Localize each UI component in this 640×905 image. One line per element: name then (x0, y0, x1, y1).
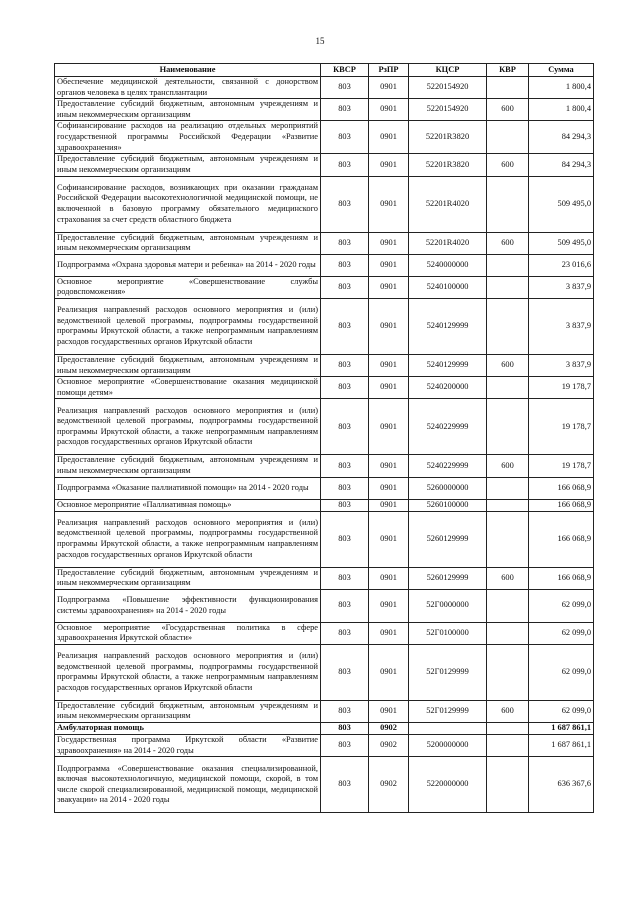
row-sum: 1 800,4 (529, 99, 594, 121)
row-rzpr: 0901 (369, 77, 409, 99)
row-sum: 3 837,9 (529, 298, 594, 354)
row-sum: 1 687 861,1 (529, 723, 594, 735)
row-sum: 3 837,9 (529, 354, 594, 376)
row-kcsr: 5240229999 (409, 399, 487, 455)
row-sum: 62 099,0 (529, 700, 594, 722)
row-name: Подпрограмма «Оказание паллиативной помощи» на 2014 - 2020 годы (55, 477, 321, 499)
row-name: Реализация направлений расходов основного мероприятия и (или) ведомственной целевой программы, подпрограммы государственной программы Иркутской области, а также непрограммным направлениям расходов государственных органов Иркутской области (55, 511, 321, 567)
table-row (55, 589, 594, 622)
row-rzpr: 0902 (369, 723, 409, 735)
row-rzpr: 0901 (369, 298, 409, 354)
row-sum: 1 800,4 (529, 77, 594, 99)
row-rzpr: 0901 (369, 511, 409, 567)
row-kvr (487, 723, 529, 735)
table-row (55, 499, 594, 511)
row-rzpr: 0901 (369, 455, 409, 477)
table-row (55, 622, 594, 644)
row-kvsr: 803 (321, 567, 369, 589)
row-name: Софинансирование расходов на реализацию отдельных мероприятий государственной программы Российской Федерации «Развитие здравоохранения» (55, 121, 321, 154)
row-sum: 1 687 861,1 (529, 735, 594, 757)
row-kcsr: 52201R3820 (409, 121, 487, 154)
row-name: Софинансирование расходов, возникающих при оказании гражданам Российской Федерации высокотехнологичной медицинской помощи, не включенной в базовую программу обязательного медицинского страхования за счет средств областного бюджета (55, 176, 321, 232)
row-kvsr: 803 (321, 254, 369, 276)
row-kvsr: 803 (321, 735, 369, 757)
row-kvsr: 803 (321, 399, 369, 455)
row-kcsr: 52201R3820 (409, 154, 487, 176)
table-row (55, 154, 594, 176)
row-kcsr: 5220154920 (409, 99, 487, 121)
row-kcsr: 5260100000 (409, 499, 487, 511)
row-rzpr: 0901 (369, 121, 409, 154)
row-name: Обеспечение медицинской деятельности, связанной с донорством органов человека в целях трансплантации (55, 77, 321, 99)
row-kcsr: 5220000000 (409, 757, 487, 813)
table-row (55, 644, 594, 700)
row-sum: 166 068,9 (529, 511, 594, 567)
row-sum: 23 016,6 (529, 254, 594, 276)
row-sum: 62 099,0 (529, 622, 594, 644)
row-rzpr: 0901 (369, 276, 409, 298)
row-rzpr: 0901 (369, 154, 409, 176)
header-sum: Сумма (529, 64, 594, 77)
row-rzpr: 0901 (369, 644, 409, 700)
budget-table (54, 63, 594, 813)
row-sum: 166 068,9 (529, 567, 594, 589)
header-name: Наименование (55, 64, 321, 77)
row-kvr (487, 399, 529, 455)
row-sum: 19 178,7 (529, 399, 594, 455)
table-row (55, 298, 594, 354)
row-kcsr (409, 723, 487, 735)
row-kvr: 600 (487, 99, 529, 121)
table-row (55, 254, 594, 276)
row-rzpr: 0901 (369, 589, 409, 622)
row-kvsr: 803 (321, 700, 369, 722)
row-kcsr: 5240000000 (409, 254, 487, 276)
table-row (55, 77, 594, 99)
row-kvsr: 803 (321, 477, 369, 499)
row-kvr (487, 254, 529, 276)
row-rzpr: 0901 (369, 99, 409, 121)
row-kvsr: 803 (321, 589, 369, 622)
row-rzpr: 0901 (369, 176, 409, 232)
row-kcsr: 52201R4020 (409, 176, 487, 232)
row-kcsr: 52Г0000000 (409, 589, 487, 622)
row-rzpr: 0901 (369, 254, 409, 276)
row-kvr (487, 589, 529, 622)
row-sum: 509 495,0 (529, 176, 594, 232)
row-name: Предоставление субсидий бюджетным, автономным учреждениям и иным некоммерческим организациям (55, 232, 321, 254)
row-kvr (487, 757, 529, 813)
row-kvsr: 803 (321, 511, 369, 567)
row-kvr: 600 (487, 354, 529, 376)
row-rzpr: 0901 (369, 232, 409, 254)
row-kvr: 600 (487, 232, 529, 254)
row-sum: 62 099,0 (529, 589, 594, 622)
row-kvr (487, 121, 529, 154)
row-kvr (487, 644, 529, 700)
row-name: Подпрограмма «Охрана здоровья матери и ребенка» на 2014 - 2020 годы (55, 254, 321, 276)
row-kvsr: 803 (321, 622, 369, 644)
row-kvsr: 803 (321, 176, 369, 232)
row-kcsr: 52201R4020 (409, 232, 487, 254)
row-kvsr: 803 (321, 723, 369, 735)
row-kvr (487, 622, 529, 644)
row-kvsr: 803 (321, 154, 369, 176)
row-rzpr: 0901 (369, 700, 409, 722)
row-kcsr: 52Г0129999 (409, 644, 487, 700)
row-kcsr: 5240229999 (409, 455, 487, 477)
row-kvr: 600 (487, 154, 529, 176)
row-kvsr: 803 (321, 757, 369, 813)
row-kvr (487, 735, 529, 757)
row-rzpr: 0901 (369, 622, 409, 644)
row-name: Основное мероприятие «Совершенствование оказания медицинской помощи детям» (55, 377, 321, 399)
row-rzpr: 0901 (369, 377, 409, 399)
row-sum: 84 294,3 (529, 121, 594, 154)
table-row (55, 477, 594, 499)
row-kvsr: 803 (321, 455, 369, 477)
row-kcsr: 5260129999 (409, 511, 487, 567)
row-name: Основное мероприятие «Государственная политика в сфере здравоохранения Иркутской области» (55, 622, 321, 644)
table-row (55, 121, 594, 154)
row-kvsr: 803 (321, 298, 369, 354)
row-sum: 19 178,7 (529, 377, 594, 399)
row-kcsr: 5260129999 (409, 567, 487, 589)
header-kcsr: КЦСР (409, 64, 487, 77)
row-name: Предоставление субсидий бюджетным, автономным учреждениям и иным некоммерческим организациям (55, 154, 321, 176)
row-kvsr: 803 (321, 354, 369, 376)
table-row (55, 354, 594, 376)
header-kvsr: КВСР (321, 64, 369, 77)
table-row (55, 399, 594, 455)
row-name: Предоставление субсидий бюджетным, автономным учреждениям и иным некоммерческим организациям (55, 700, 321, 722)
row-kvr (487, 477, 529, 499)
header-kvr: КВР (487, 64, 529, 77)
table-row (55, 276, 594, 298)
row-name: Основное мероприятие «Совершенствование службы родовспоможения» (55, 276, 321, 298)
row-sum: 3 837,9 (529, 276, 594, 298)
header-rzpr: РзПР (369, 64, 409, 77)
row-name: Реализация направлений расходов основного мероприятия и (или) ведомственной целевой программы, подпрограммы государственной программы Иркутской области, а также непрограммным направлениям расходов государственных органов Иркутской области (55, 399, 321, 455)
row-name: Государственная программа Иркутской области «Развитие здравоохранения» на 2014 - 2020 годы (55, 735, 321, 757)
row-kvsr: 803 (321, 232, 369, 254)
row-kcsr: 5200000000 (409, 735, 487, 757)
table-row (55, 455, 594, 477)
row-kvr (487, 499, 529, 511)
row-kvsr: 803 (321, 77, 369, 99)
row-kvr (487, 298, 529, 354)
row-kvr: 600 (487, 455, 529, 477)
row-name: Предоставление субсидий бюджетным, автономным учреждениям и иным некоммерческим организациям (55, 455, 321, 477)
row-sum: 166 068,9 (529, 499, 594, 511)
row-sum: 166 068,9 (529, 477, 594, 499)
table-row (55, 99, 594, 121)
row-sum: 84 294,3 (529, 154, 594, 176)
row-rzpr: 0902 (369, 757, 409, 813)
row-kvr: 600 (487, 700, 529, 722)
row-kvr (487, 77, 529, 99)
row-name: Амбулаторная помощь (55, 723, 321, 735)
row-kvsr: 803 (321, 99, 369, 121)
row-kcsr: 5240200000 (409, 377, 487, 399)
row-sum: 19 178,7 (529, 455, 594, 477)
row-kcsr: 52Г0129999 (409, 700, 487, 722)
row-name: Предоставление субсидий бюджетным, автономным учреждениям и иным некоммерческим организациям (55, 99, 321, 121)
table-row (55, 723, 594, 735)
table-row (55, 735, 594, 757)
row-rzpr: 0901 (369, 477, 409, 499)
page-number: 15 (315, 36, 325, 46)
row-sum: 62 099,0 (529, 644, 594, 700)
table-row (55, 511, 594, 567)
row-kvsr: 803 (321, 644, 369, 700)
row-kvr (487, 511, 529, 567)
row-name: Основное мероприятие «Паллиативная помощь» (55, 499, 321, 511)
row-rzpr: 0901 (369, 567, 409, 589)
row-kvsr: 803 (321, 499, 369, 511)
row-kcsr: 5220154920 (409, 77, 487, 99)
row-kcsr: 5240100000 (409, 276, 487, 298)
table-row (55, 377, 594, 399)
row-name: Реализация направлений расходов основного мероприятия и (или) ведомственной целевой программы, подпрограммы государственной программы Иркутской области, а также непрограммным направлениям расходов государственных органов Иркутской области (55, 644, 321, 700)
table-row (55, 567, 594, 589)
row-rzpr: 0901 (369, 399, 409, 455)
table-row (55, 757, 594, 813)
row-kvsr: 803 (321, 377, 369, 399)
row-kvr: 600 (487, 567, 529, 589)
table-row (55, 232, 594, 254)
row-kvsr: 803 (321, 121, 369, 154)
row-rzpr: 0901 (369, 354, 409, 376)
row-name: Предоставление субсидий бюджетным, автономным учреждениям и иным некоммерческим организациям (55, 354, 321, 376)
table-row (55, 700, 594, 722)
row-rzpr: 0902 (369, 735, 409, 757)
row-sum: 509 495,0 (529, 232, 594, 254)
table-row (55, 176, 594, 232)
row-kcsr: 5260000000 (409, 477, 487, 499)
row-sum: 636 367,6 (529, 757, 594, 813)
row-rzpr: 0901 (369, 499, 409, 511)
row-kvr (487, 377, 529, 399)
row-kvr (487, 276, 529, 298)
row-kcsr: 5240129999 (409, 354, 487, 376)
table-header-row (55, 64, 594, 77)
row-name: Подпрограмма «Повышение эффективности функционирования системы здравоохранения» на 2014 - 2020 годы (55, 589, 321, 622)
row-name: Подпрограмма «Совершенствование оказания специализированной, включая высокотехнологичную, медицинской помощи, скорой, в том числе скорой специализированной, медицинской помощи, медицинской эвакуации» на 2014 - 2020 годы (55, 757, 321, 813)
row-kcsr: 52Г0100000 (409, 622, 487, 644)
row-kcsr: 5240129999 (409, 298, 487, 354)
row-kvsr: 803 (321, 276, 369, 298)
row-name: Реализация направлений расходов основного мероприятия и (или) ведомственной целевой программы, подпрограммы государственной программы Иркутской области, а также непрограммным направлениям расходов государственных органов Иркутской области (55, 298, 321, 354)
row-name: Предоставление субсидий бюджетным, автономным учреждениям и иным некоммерческим организациям (55, 567, 321, 589)
row-kvr (487, 176, 529, 232)
